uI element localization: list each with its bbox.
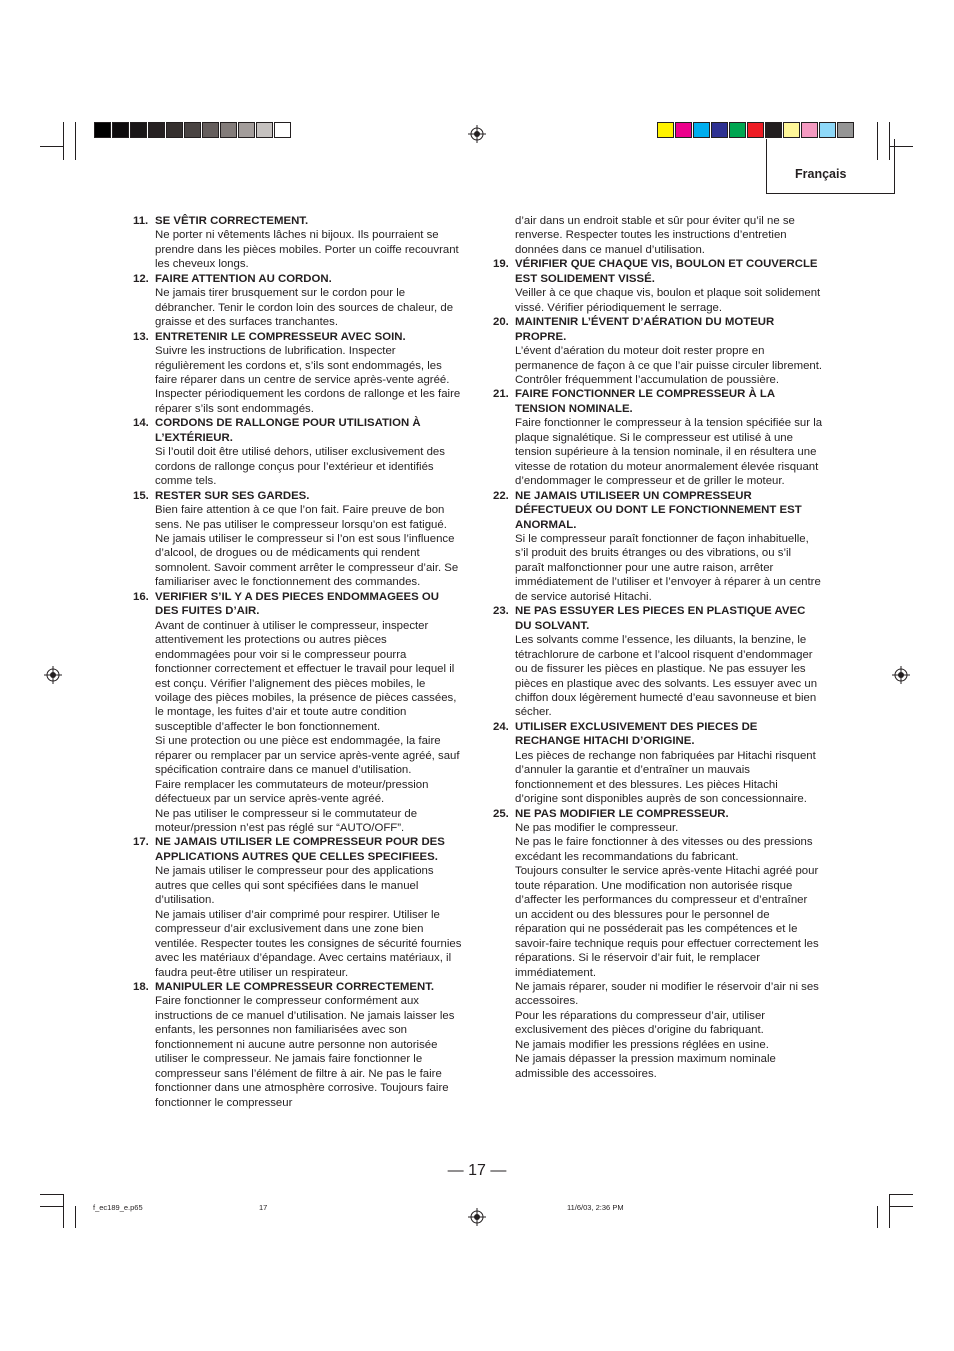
calibration-swatch	[94, 122, 111, 138]
item-paragraph: Avant de continuer à utiliser le compresseur, inspecter attentivement les protections ou autres pièces endommagées pour voir si le compresseur pourra fonctionner correctement et effectuer le travail pour lequel il est conçu. Vérifier l’alignement des pièces mobiles, le voilage des pièces mobiles, la présence de pièces cassées, le montage, les fuites d’air et toute autre condition susceptible d’affecter le bon fonctionnement.	[155, 619, 457, 733]
calibration-swatch	[112, 122, 129, 138]
grayscale-calibration-bar	[94, 122, 292, 138]
item-heading: NE JAMAIS UTILISER LE COMPRESSEUR POUR DES APPLICATIONS AUTRES QUE CELLES SPECIFIEES.	[155, 836, 445, 863]
item-number: 16.	[133, 590, 149, 603]
item-number: 13.	[133, 330, 149, 343]
registration-mark-icon	[892, 666, 910, 684]
item-paragraph: Si une protection ou une pièce est endommagée, la faire réparer ou remplacer par un service après-vente agréé, sauf spécification contraire dans ce manuel d’utilisation.	[155, 735, 460, 777]
calibration-swatch	[166, 122, 183, 138]
registration-mark-icon	[44, 666, 62, 684]
item-paragraph: Faire fonctionner le compresseur conformément aux instructions de ce manuel d’utilisation. Ne jamais laisser les enfants, les personnes non familiarisées avec son fonctionnement ni aucune autre personne non autorisée utiliser le compresseur. Ne jamais faire fonctionner le compresseur sans l’élément de filtre à air. Ne pas le faire fonctionner dans une atmosphère corrosive. Toujours faire fonctionner le compresseur	[155, 995, 455, 1109]
crop-mark	[75, 1206, 76, 1228]
item-heading: FAIRE FONCTIONNER LE COMPRESSEUR À LA TENSION NOMINALE.	[515, 388, 775, 415]
item-paragraph: Ne jamais dépasser la pression maximum nominale admissible des accessoires.	[515, 1053, 776, 1080]
page-number: — 17 —	[447, 1162, 507, 1179]
item-heading: MANIPULER LE COMPRESSEUR CORRECTEMENT.	[155, 981, 435, 994]
calibration-swatch	[693, 122, 710, 138]
calibration-swatch	[675, 122, 692, 138]
item-heading: SE VÊTIR CORRECTEMENT.	[155, 215, 309, 227]
item-paragraph: Ne pas utiliser le compresseur si le commutateur de moteur/pression n’est pas réglé sur “AUTO/OFF”.	[155, 807, 418, 835]
crop-mark	[40, 1194, 64, 1195]
safety-item	[133, 272, 463, 330]
calibration-swatch	[256, 122, 273, 138]
crop-mark	[877, 1206, 878, 1228]
calibration-swatch	[238, 122, 255, 138]
safety-item	[493, 720, 823, 807]
calibration-swatch	[747, 122, 764, 138]
item-heading: ENTRETENIR LE COMPRESSEUR AVEC SOIN.	[155, 330, 406, 343]
item-heading: RESTER SUR SES GARDES.	[155, 489, 310, 502]
crop-mark	[889, 1194, 890, 1228]
item-paragraph: Faire fonctionner le compresseur à la tension spécifiée sur la plaque signalétique. Si le compresseur est utilisé à une tension supérieure à la tension nominale, il en résultera une vitesse de rotation du moteur anormalement élevée risquant d’endommager le compresseur et de griller le moteur.	[515, 417, 823, 488]
item-heading-text: VERIFIER S’IL Y A DES PIECES ENDOMMAGEES OU DES FUITES D’AIR	[155, 590, 439, 618]
item-heading-text: NE JAMAIS UTILISER LE COMPRESSEUR POUR DES APPLICATIONS AUTRES QUE CELLES SPECIFIEES	[155, 836, 445, 863]
item-heading-text: UTILISER EXCLUSIVEMENT DES PIECES DE RECHANGE HITACHI D’ORIGINE	[515, 720, 758, 748]
item-paragraph: Suivre les instructions de lubrification. Inspecter régulièrement les cordons et, s’ils sont endommagés, les faire réparer dans un centre de service après-vente agréé. Inspecter périodiquement les cordons de rallonge et les faire réparer s’ils sont endommagés.	[155, 345, 461, 415]
item-heading: NE PAS ESSUYER LES PIECES EN PLASTIQUE AVEC DU SOLVANT.	[515, 605, 806, 632]
item-paragraph: Ne jamais utiliser d’air comprimé pour respirer. Utiliser le compresseur d’air exclusivement dans une zone bien ventilée. Respecter toutes les consignes de sécurité fournies avec les matériaux d’épandage. Avec certains matériaux, il faudra peut-être utiliser un respirateur.	[155, 908, 462, 979]
item-number: 12.	[133, 272, 149, 285]
calibration-swatch	[837, 122, 854, 138]
item-heading: FAIRE ATTENTION AU CORDON.	[155, 272, 332, 285]
item-paragraph: Faire remplacer les commutateurs de moteur/pression défectueux par un service après-vente agréé.	[155, 778, 429, 806]
safety-item	[493, 807, 823, 1082]
item-heading-text: NE PAS ESSUYER LES PIECES EN PLASTIQUE AVEC DU SOLVANT	[515, 605, 806, 632]
registration-mark-icon	[468, 1208, 486, 1226]
item-heading: VÉRIFIER QUE CHAQUE VIS, BOULON ET COUVERCLE EST SOLIDEMENT VISSÉ.	[515, 258, 818, 285]
item-number: 11.	[133, 215, 149, 227]
item-paragraph: Ne pas le faire fonctionner à des vitesses ou des pressions excédant les recommandations du fabricant.	[515, 836, 813, 863]
item-heading-text: FAIRE ATTENTION AU CORDON	[155, 272, 329, 285]
item-paragraph: Ne jamais tirer brusquement sur le cordon pour le débrancher. Tenir le cordon loin des sources de chaleur, de graisse et des surfaces tranchantes.	[155, 287, 454, 329]
item-heading: CORDONS DE RALLONGE POUR UTILISATION À L’EXTÉRIEUR.	[155, 417, 421, 444]
right-column	[493, 214, 823, 1081]
item-heading-text: ENTRETENIR LE COMPRESSEUR AVEC SOIN	[155, 330, 403, 343]
item-paragraph: Si le compresseur paraît fonctionner de façon inhabituelle, s’il produit des bruits étranges ou des vibrations, ou s’il paraît malfonctionner pour une autre raison, arrêter immédiatement de l’utiliser et l’envoyer à réparer à un centre de service autorisé Hitachi.	[515, 532, 821, 603]
safety-item	[133, 590, 463, 836]
crop-mark	[40, 146, 64, 147]
item-number: 18.	[133, 981, 149, 994]
item-heading-text: SE VÊTIR CORRECTEMENT	[155, 215, 305, 227]
item-paragraph: Ne pas modifier le compresseur.	[515, 822, 679, 835]
item-number: 25.	[493, 807, 509, 820]
calibration-swatch	[783, 122, 800, 138]
crop-mark	[889, 1194, 913, 1195]
language-tab	[766, 139, 895, 194]
item-number: 15.	[133, 489, 149, 502]
item-heading-text: FAIRE FONCTIONNER LE COMPRESSEUR À LA TENSION NOMINALE	[515, 388, 775, 415]
calibration-swatch	[801, 122, 818, 138]
calibration-swatch	[148, 122, 165, 138]
item-paragraph: L’évent d’aération du moteur doit rester propre en permanence de façon à ce que l’air puisse circuler librement. Contrôler fréquemment l’accumulation de poussière.	[515, 345, 823, 386]
item-paragraph: Si l’outil doit être utilisé dehors, utiliser exclusivement des cordons de rallonge conçus pour l’extérieur et identifiés comme tels.	[155, 446, 445, 488]
continuation-text: d’air dans un endroit stable et sûr pour éviter qu’il ne se renverse. Respecter toutes les instructions d’entretien données dans ce manuel d’utilisation.	[515, 215, 795, 256]
footer-page: 17	[259, 1203, 268, 1212]
item-number: 20.	[493, 316, 509, 329]
safety-item	[133, 214, 463, 272]
item-paragraph: Ne jamais modifier les pressions réglées en usine.	[515, 1038, 769, 1051]
calibration-swatch	[220, 122, 237, 138]
item-heading-text: MANIPULER LE COMPRESSEUR CORRECTEMENT	[155, 981, 431, 994]
calibration-swatch	[765, 122, 782, 138]
left-column	[133, 214, 463, 1110]
item-number: 14.	[133, 417, 149, 430]
crop-mark	[63, 1194, 64, 1228]
crop-mark	[63, 122, 64, 160]
item-paragraph: Pour les réparations du compresseur d’air, utiliser exclusivement des pièces d’origine du fabriquant.	[515, 1009, 766, 1037]
item-heading-text: CORDONS DE RALLONGE POUR UTILISATION À L’EXTÉRIEUR	[155, 417, 421, 444]
item-heading: NE JAMAIS UTILISEER UN COMPRESSEUR DÉFECTUEUX OU DONT LE FONCTIONNEMENT EST ANORMAL.	[515, 489, 802, 531]
crop-mark	[75, 122, 76, 160]
item-heading-text: RESTER SUR SES GARDES	[155, 489, 307, 502]
safety-item	[493, 387, 823, 488]
calibration-swatch	[274, 122, 291, 138]
item-number: 22.	[493, 489, 509, 502]
crop-mark	[889, 1206, 913, 1207]
item-number: 19.	[493, 258, 509, 271]
item-number: 24.	[493, 720, 509, 733]
calibration-swatch	[202, 122, 219, 138]
item-heading-text: MAINTENIR L’ÉVENT D’AÉRATION DU MOTEUR PROPRE	[515, 316, 775, 343]
item-heading: MAINTENIR L’ÉVENT D’AÉRATION DU MOTEUR PROPRE.	[515, 316, 775, 343]
calibration-swatch	[184, 122, 201, 138]
item-heading-text: NE PAS MODIFIER LE COMPRESSEUR	[515, 807, 726, 820]
registration-mark-icon	[468, 125, 486, 143]
item-paragraph: Les pièces de rechange non fabriquées par Hitachi risquent d’annuler la garantie et d’entraîner un mauvais fonctionnement et des blessures. Les pièces Hitachi d’origine sont disponibles auprès de son concessionnaire.	[515, 749, 816, 806]
language-label: Français	[795, 167, 847, 181]
item-heading: VERIFIER S’IL Y A DES PIECES ENDOMMAGEES OU DES FUITES D’AIR.	[155, 590, 439, 618]
safety-item	[133, 489, 463, 590]
item-paragraph: Bien faire attention à ce que l’on fait. Faire preuve de bon sens. Ne pas utiliser le compresseur lorsqu’on est fatigué. Ne jamais utiliser le compresseur si l’on est sous l’influence d’alcool, de drogues ou de médicaments qui rendent somnolent. Savoir comment arrêter le compresseur d’air. Se familiariser avec le fonctionnement des commandes.	[155, 504, 459, 589]
item-heading: NE PAS MODIFIER LE COMPRESSEUR.	[515, 807, 729, 820]
item-heading-text: VÉRIFIER QUE CHAQUE VIS, BOULON ET COUVERCLE EST SOLIDEMENT VISSÉ	[515, 258, 818, 285]
crop-mark	[40, 1206, 64, 1207]
item-number: 21.	[493, 388, 509, 401]
item-number: 23.	[493, 605, 509, 618]
calibration-swatch	[819, 122, 836, 138]
item-paragraph: Veiller à ce que chaque vis, boulon et plaque soit solidement vissé. Vérifier périodiquement le serrage.	[515, 287, 821, 314]
safety-item	[133, 330, 463, 417]
safety-item	[493, 489, 823, 605]
item-number: 17.	[133, 836, 149, 849]
item-paragraph: Ne jamais utiliser le compresseur pour des applications autres que celles qui sont spécifiées dans le manuel d’utilisation.	[155, 865, 434, 907]
item-paragraph: Ne jamais réparer, souder ni modifier le réservoir d’air ni ses accessoires.	[515, 981, 819, 1008]
safety-item	[493, 257, 823, 315]
item-paragraph: Toujours consulter le service après-vente Hitachi agréé pour toute réparation. Une modification non autorisée risque d’affecter les performances du compresseur et d’entraîner un accident ou des blessures pour le personnel de réparation qui ne posséderait pas les compétences et le savoir-faire technique requis pour effectuer correctement les réparations. Si le réservoir d’air fuit, le remplacer immédiatement.	[515, 865, 819, 979]
safety-item	[133, 835, 463, 980]
calibration-swatch	[130, 122, 147, 138]
calibration-swatch	[711, 122, 728, 138]
footer-date: 11/6/03, 2:36 PM	[567, 1203, 624, 1212]
footer-file: f_ec189_e.p65	[93, 1203, 143, 1212]
safety-item	[493, 315, 823, 387]
safety-item	[133, 980, 463, 1110]
item-paragraph: Ne porter ni vêtements lâches ni bijoux. Ils pourraient se prendre dans les pièces mobiles. Porter un coiffe recouvrant les cheveux longs.	[155, 229, 459, 271]
safety-item	[493, 604, 823, 720]
calibration-swatch	[729, 122, 746, 138]
item-paragraph: Les solvants comme l’essence, les diluants, la benzine, le tétrachlorure de carbone et l’alcool risquent d’endommager ou de fissurer les pièces en plastique. Ne pas essuyer les pièces en plastique avec des solvants. Les essuyer avec un chiffon doux légèrement humecté d’eau savonneuse et bien sécher.	[515, 634, 818, 719]
color-calibration-bar	[657, 122, 855, 138]
item-heading-text: NE JAMAIS UTILISEER UN COMPRESSEUR DÉFECTUEUX OU DONT LE FONCTIONNEMENT EST ANORMAL	[515, 489, 802, 531]
calibration-swatch	[657, 122, 674, 138]
safety-item	[133, 416, 463, 488]
item-heading: UTILISER EXCLUSIVEMENT DES PIECES DE RECHANGE HITACHI D’ORIGINE.	[515, 720, 758, 748]
